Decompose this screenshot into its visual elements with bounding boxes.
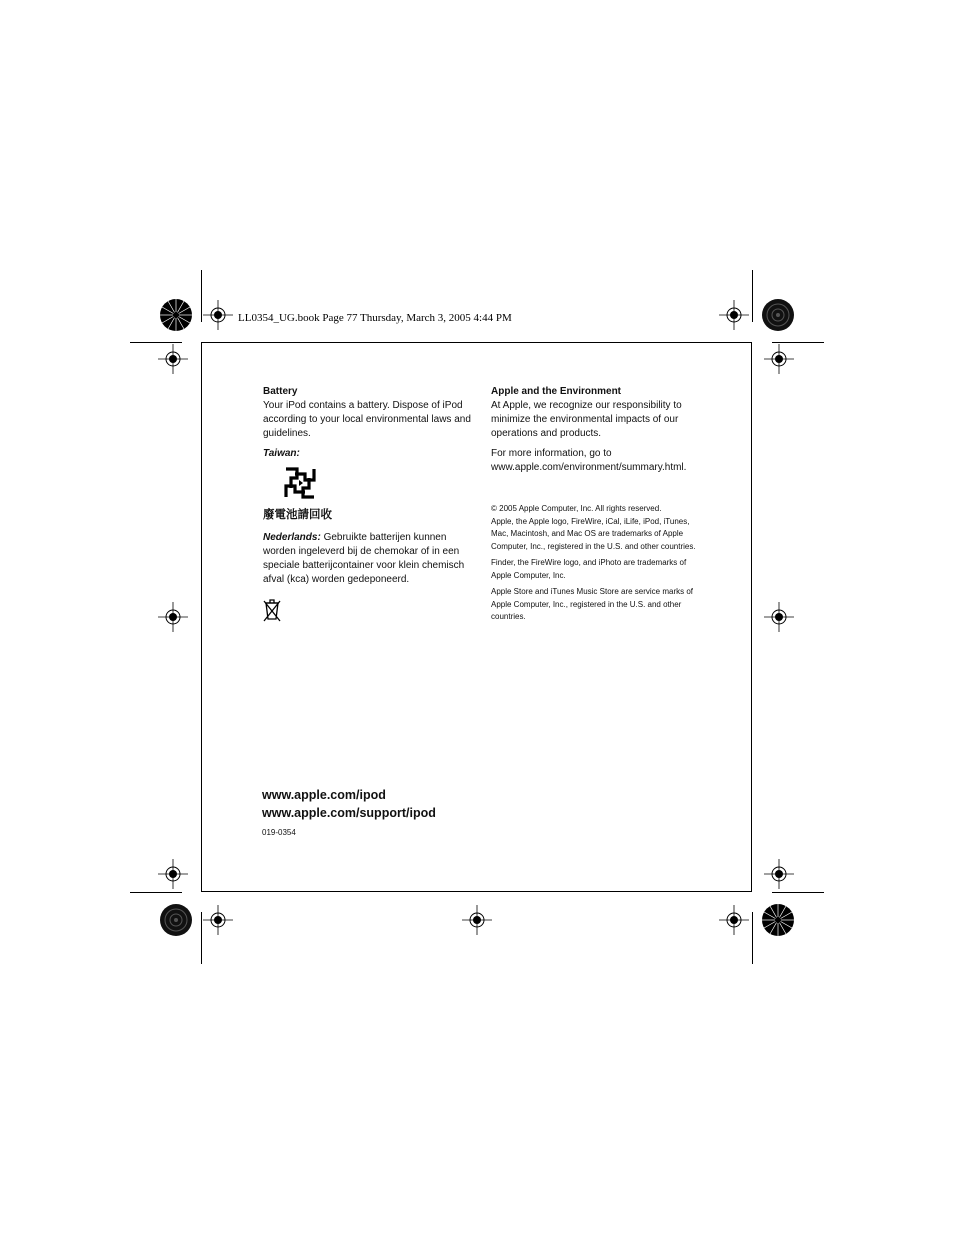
registration-mark-icon	[203, 905, 233, 935]
color-target-icon	[761, 298, 795, 332]
color-target-icon	[159, 298, 193, 332]
nederlands-block	[263, 531, 478, 587]
legal-block	[491, 503, 706, 624]
crop-line	[130, 892, 182, 893]
more-info-text: For more information, go to www.apple.com/environment/summary.html.	[491, 448, 687, 473]
battery-heading: Battery	[263, 386, 298, 397]
registration-mark-icon	[158, 602, 188, 632]
print-header: LL0354_UG.book Page 77 Thursday, March 3, 2005 4:44 PM	[238, 312, 512, 324]
battery-text: Your iPod contains a battery. Dispose of iPod according to your local environmental laws and guidelines.	[263, 400, 471, 439]
trademarks-2: Finder, the FireWire logo, and iPhoto are trademarks of Apple Computer, Inc.	[491, 558, 687, 580]
taiwan-label: Taiwan:	[263, 448, 300, 459]
taiwan-chinese: 廢電池請回收	[263, 509, 332, 521]
registration-mark-icon	[203, 300, 233, 330]
crop-line	[130, 342, 182, 343]
crop-line	[201, 912, 202, 964]
registration-mark-icon	[764, 859, 794, 889]
crop-line	[201, 270, 202, 322]
taiwan-recycle-icon	[282, 465, 318, 501]
support-url-link[interactable]: www.apple.com/support/ipod	[262, 806, 436, 820]
left-column	[263, 385, 478, 461]
trademarks-1: Apple, the Apple logo, FireWire, iCal, iLife, iPod, iTunes, Mac, Macintosh, and Mac OS are trademarks of Apple Computer, Inc., registered in the U.S. and other countries.	[491, 516, 696, 551]
trademarks-3: Apple Store and iTunes Music Store are service marks of Apple Computer, Inc., registered in the U.S. and other countries.	[491, 587, 694, 621]
footer-urls	[262, 786, 436, 822]
nederlands-text: Gebruikte batterijen kunnen worden ingeleverd bij de chemokar of in een speciale batterijcontainer voor klein chemisch afval (kca) worden gedeponeerd.	[263, 532, 465, 585]
crop-line	[772, 342, 824, 343]
crop-line	[752, 270, 753, 322]
registration-mark-icon	[462, 905, 492, 935]
copyright-text: © 2005 Apple Computer, Inc. All rights reserved.	[491, 504, 662, 513]
env-heading: Apple and the Environment	[491, 386, 622, 397]
right-column	[491, 385, 706, 475]
part-number: 019-0354	[262, 828, 296, 837]
color-target-icon	[761, 903, 795, 937]
ipod-url-link[interactable]: www.apple.com/ipod	[262, 788, 386, 802]
registration-mark-icon	[719, 905, 749, 935]
nederlands-label: Nederlands:	[263, 532, 321, 543]
registration-mark-icon	[764, 602, 794, 632]
registration-mark-icon	[158, 859, 188, 889]
crossed-bin-icon	[262, 597, 282, 623]
color-target-icon	[159, 903, 193, 937]
registration-mark-icon	[158, 344, 188, 374]
crop-line	[752, 912, 753, 964]
registration-mark-icon	[719, 300, 749, 330]
env-text: At Apple, we recognize our responsibility to minimize the environmental impacts of our operations and products.	[491, 400, 682, 439]
crop-line	[772, 892, 824, 893]
registration-mark-icon	[764, 344, 794, 374]
